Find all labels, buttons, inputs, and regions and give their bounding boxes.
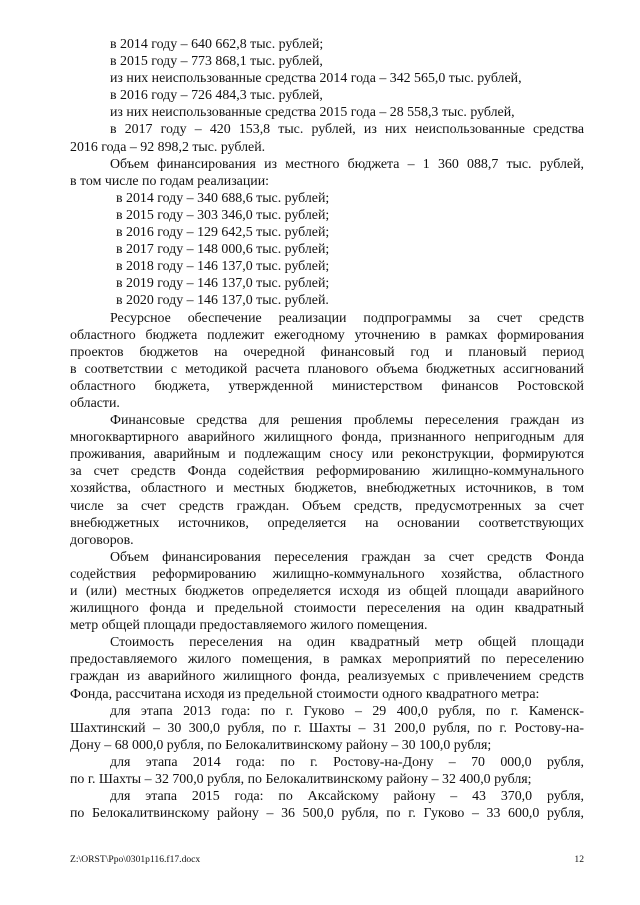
text-line: договоров.	[70, 532, 134, 548]
text-line: в 2014 году – 640 662,8 тыс. рублей;	[110, 37, 324, 52]
text-line: жилищного фонда и предельной стоимости переселения на один квадратный	[70, 601, 584, 617]
text-line: для этапа 2013 года: по г. Гуково – 29 400,0 рубля, по г. Каменск-	[110, 703, 584, 719]
text-line: и (или) местных бюджетов определяется исходя из общей площади аварийного	[70, 584, 584, 599]
text-line: из них неиспользованные средства 2015 года – 28 558,3 тыс. рублей,	[110, 105, 515, 121]
text-line: Объем финансирования из местного бюджета – 1 360 088,7 тыс. рублей,	[110, 156, 584, 172]
text-line: по г. Шахты – 32 700,0 рубля, по Белокалитвинскому району – 32 400,0 рубля;	[70, 772, 532, 788]
text-line: Шахтинский – 30 300,0 рубля, по г. Шахты – 31 200,0 рубля, по г. Ростову-на-	[70, 720, 584, 736]
text-line: в 2016 году – 726 484,3 тыс. рублей,	[110, 88, 323, 104]
text-line: содействия реформированию жилищно-коммунального хозяйства, областного	[70, 566, 584, 582]
text-line: в 2016 году – 129 642,5 тыс. рублей;	[116, 225, 330, 241]
text-line: в 2014 году – 340 688,6 тыс. рублей;	[116, 190, 330, 206]
text-line: многоквартирного аварийного жилищного фонда, признанного непригодным для	[70, 430, 584, 446]
text-line: граждан из аварийного жилищного фонда, реализуемых с привлечением средств	[70, 669, 584, 685]
text-line: за счет средств Фонда содействия реформированию жилищно-коммунального	[70, 464, 584, 480]
page-number: 12	[574, 854, 584, 865]
text-line: в 2015 году – 303 346,0 тыс. рублей;	[116, 207, 330, 223]
text-line: областного бюджета, утвержденной министерством финансов Ростовской	[70, 378, 584, 394]
document-body	[0, 36, 640, 822]
text-line: в 2020 году – 146 137,0 тыс. рублей.	[116, 293, 329, 309]
text-line: из них неиспользованные средства 2014 года – 342 565,0 тыс. рублей,	[110, 71, 522, 87]
text-line: Объем финансирования переселения граждан за счет средств Фонда	[110, 549, 584, 565]
text-line: Стоимость переселения на один квадратный метр общей площади	[110, 635, 584, 651]
text-line: областного бюджета подлежит ежегодному уточнению в рамках формирования	[70, 327, 584, 343]
text-line: для этапа 2015 года: по Аксайскому району – 43 370,0 рубля,	[110, 789, 584, 805]
text-line: числе за счет средств граждан. Объем средств, предусмотренных за счет	[70, 498, 584, 514]
text-line: внебюджетных источников, определяется на основании соответствующих	[70, 515, 584, 531]
file-path: Z:\ORST\Ppo\0301p116.f17.docx	[70, 854, 201, 865]
text-line: в 2017 году – 148 000,6 тыс. рублей;	[116, 242, 330, 258]
text-line: в 2018 году – 146 137,0 тыс. рублей;	[116, 259, 330, 275]
text-line: 2016 года – 92 898,2 тыс. рублей.	[70, 139, 266, 155]
text-line: области.	[70, 395, 120, 411]
text-line: по Белокалитвинскому району – 36 500,0 рубля, по г. Гуково – 33 600,0 рубля,	[70, 806, 584, 822]
text-line: для этапа 2014 года: по г. Ростову-на-Дону – 70 000,0 рубля,	[110, 754, 584, 770]
text-line: в 2019 году – 146 137,0 тыс. рублей;	[116, 276, 330, 292]
text-line: Фонда, рассчитана исходя из предельной стоимости одного квадратного метра:	[70, 686, 540, 702]
text-line: хозяйства, областного и местных бюджетов, внебюджетных источников, в том	[70, 481, 584, 497]
text-line: метр общей площади предоставляемого жилого помещения.	[70, 618, 428, 634]
text-line: проживания, аварийным и подлежащим сносу или реконструкции, формируются	[70, 447, 584, 463]
text-line: предоставляемого жилого помещения, в рамках мероприятий по переселению	[70, 652, 584, 668]
text-line: Дону – 68 000,0 рубля, по Белокалитвинскому району – 30 100,0 рубля;	[70, 737, 492, 753]
text-line: в 2015 году – 773 868,1 тыс. рублей,	[110, 54, 323, 70]
text-line: в том числе по годам реализации:	[70, 173, 270, 189]
text-line: Финансовые средства для решения проблемы переселения граждан из	[110, 413, 584, 429]
text-line: в 2017 году – 420 153,8 тыс. рублей, из них неиспользованные средства	[110, 122, 584, 138]
text-line: Ресурсное обеспечение реализации подпрограммы за счет средств	[110, 310, 584, 326]
text-line: проектов бюджетов на очередной финансовый год и плановый период	[70, 344, 584, 360]
text-line: в соответствии с методикой расчета планового объема бюджетных ассигнований	[70, 361, 584, 377]
